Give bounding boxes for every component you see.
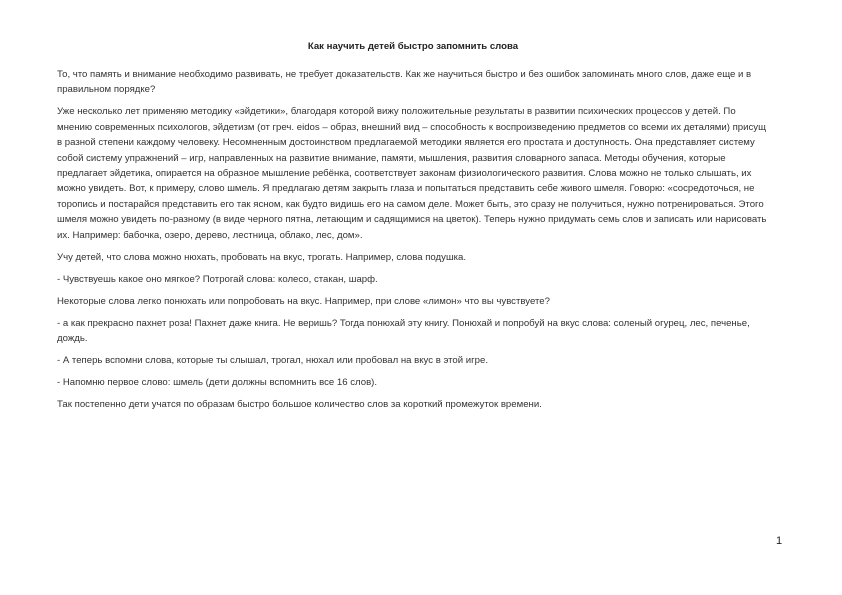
paragraph-recall: - А теперь вспомни слова, которые ты слышал, трогал, нюхал или пробовал на вкус в этой игре.: [57, 355, 488, 367]
document-title: Как научить детей быстро запомнить слова: [307, 41, 519, 52]
paragraph-conclusion: Так постепенно дети учатся по образам быстро большое количество слов за короткий промежуток времени.: [57, 399, 542, 411]
document-page: [57, 40, 769, 419]
paragraph-soft-words: - Чувствуешь какое оно мягкое? Потрогай слова: колесо, стакан, шарф.: [57, 273, 378, 285]
paragraph-touch-words: Учу детей, что слова можно нюхать, пробовать на вкус, трогать. Например, слова подушка.: [57, 251, 467, 263]
paragraph-first-word: - Напомню первое слово: шмель (дети должны вспомнить все 16 слов).: [57, 377, 378, 389]
paragraph-smell-taste: Некоторые слова легко понюхать или попробовать на вкус. Например, при слове «лимон» что вы чувствуете?: [57, 295, 550, 307]
paragraph-eidetics-method: Уже несколько лет применяю методику «эйдетики», благодаря которой вижу положительные результаты в развитии психических процессов у детей. По мнению современных психологов, эйдетизм (от греч. eidos – образ, внешний вид – способность к воспроизведению предметов со всеми их деталями) присущ в разной степени каждому человеку. Несомненным достоинством предлагаемой методики является его простата и доступность. Она представляет систему собой систему упражнений – игр, направленных на развитие внимание, памяти, мышления, развития словарного запаса. Методы обучения, которые предлагает эйдетика, опирается на образное мышление ребёнка, соответствует законам физиологического развития. Слова можно не только слышать, их можно увидеть. Вот, к примеру, слово шмель. Я предлагаю детям закрыть глаза и попытаться представить себе живого шмеля. Говорю: «сосредоточься, не торопись и постарайся представить его так ясном, как будто видишь его на самом деле. Может быть, это сразу не получиться, нужно потренироваться. Этого шмеля можно увидеть по-разному (в виде черного пятна, летающим и садящимися на цветок). Теперь нужно придумать семь слов и записать или нарисовать их. Например: бабочка, озеро, дерево, лестница, облако, лес, дом».: [57, 106, 767, 241]
paragraph-intro: То, что память и внимание необходимо развивать, не требует доказательств. Как же научиться быстро и без ошибок запоминать много слов, даже еще и в правильном порядке?: [57, 69, 752, 96]
paragraph-rose: - а как прекрасно пахнет роза! Пахнет даже книга. Не веришь? Тогда понюхай эту книгу. Понюхай и попробуй на вкус слова: соленый огурец, лес, печенье, дождь.: [57, 317, 750, 345]
page-number: 1: [776, 535, 783, 547]
